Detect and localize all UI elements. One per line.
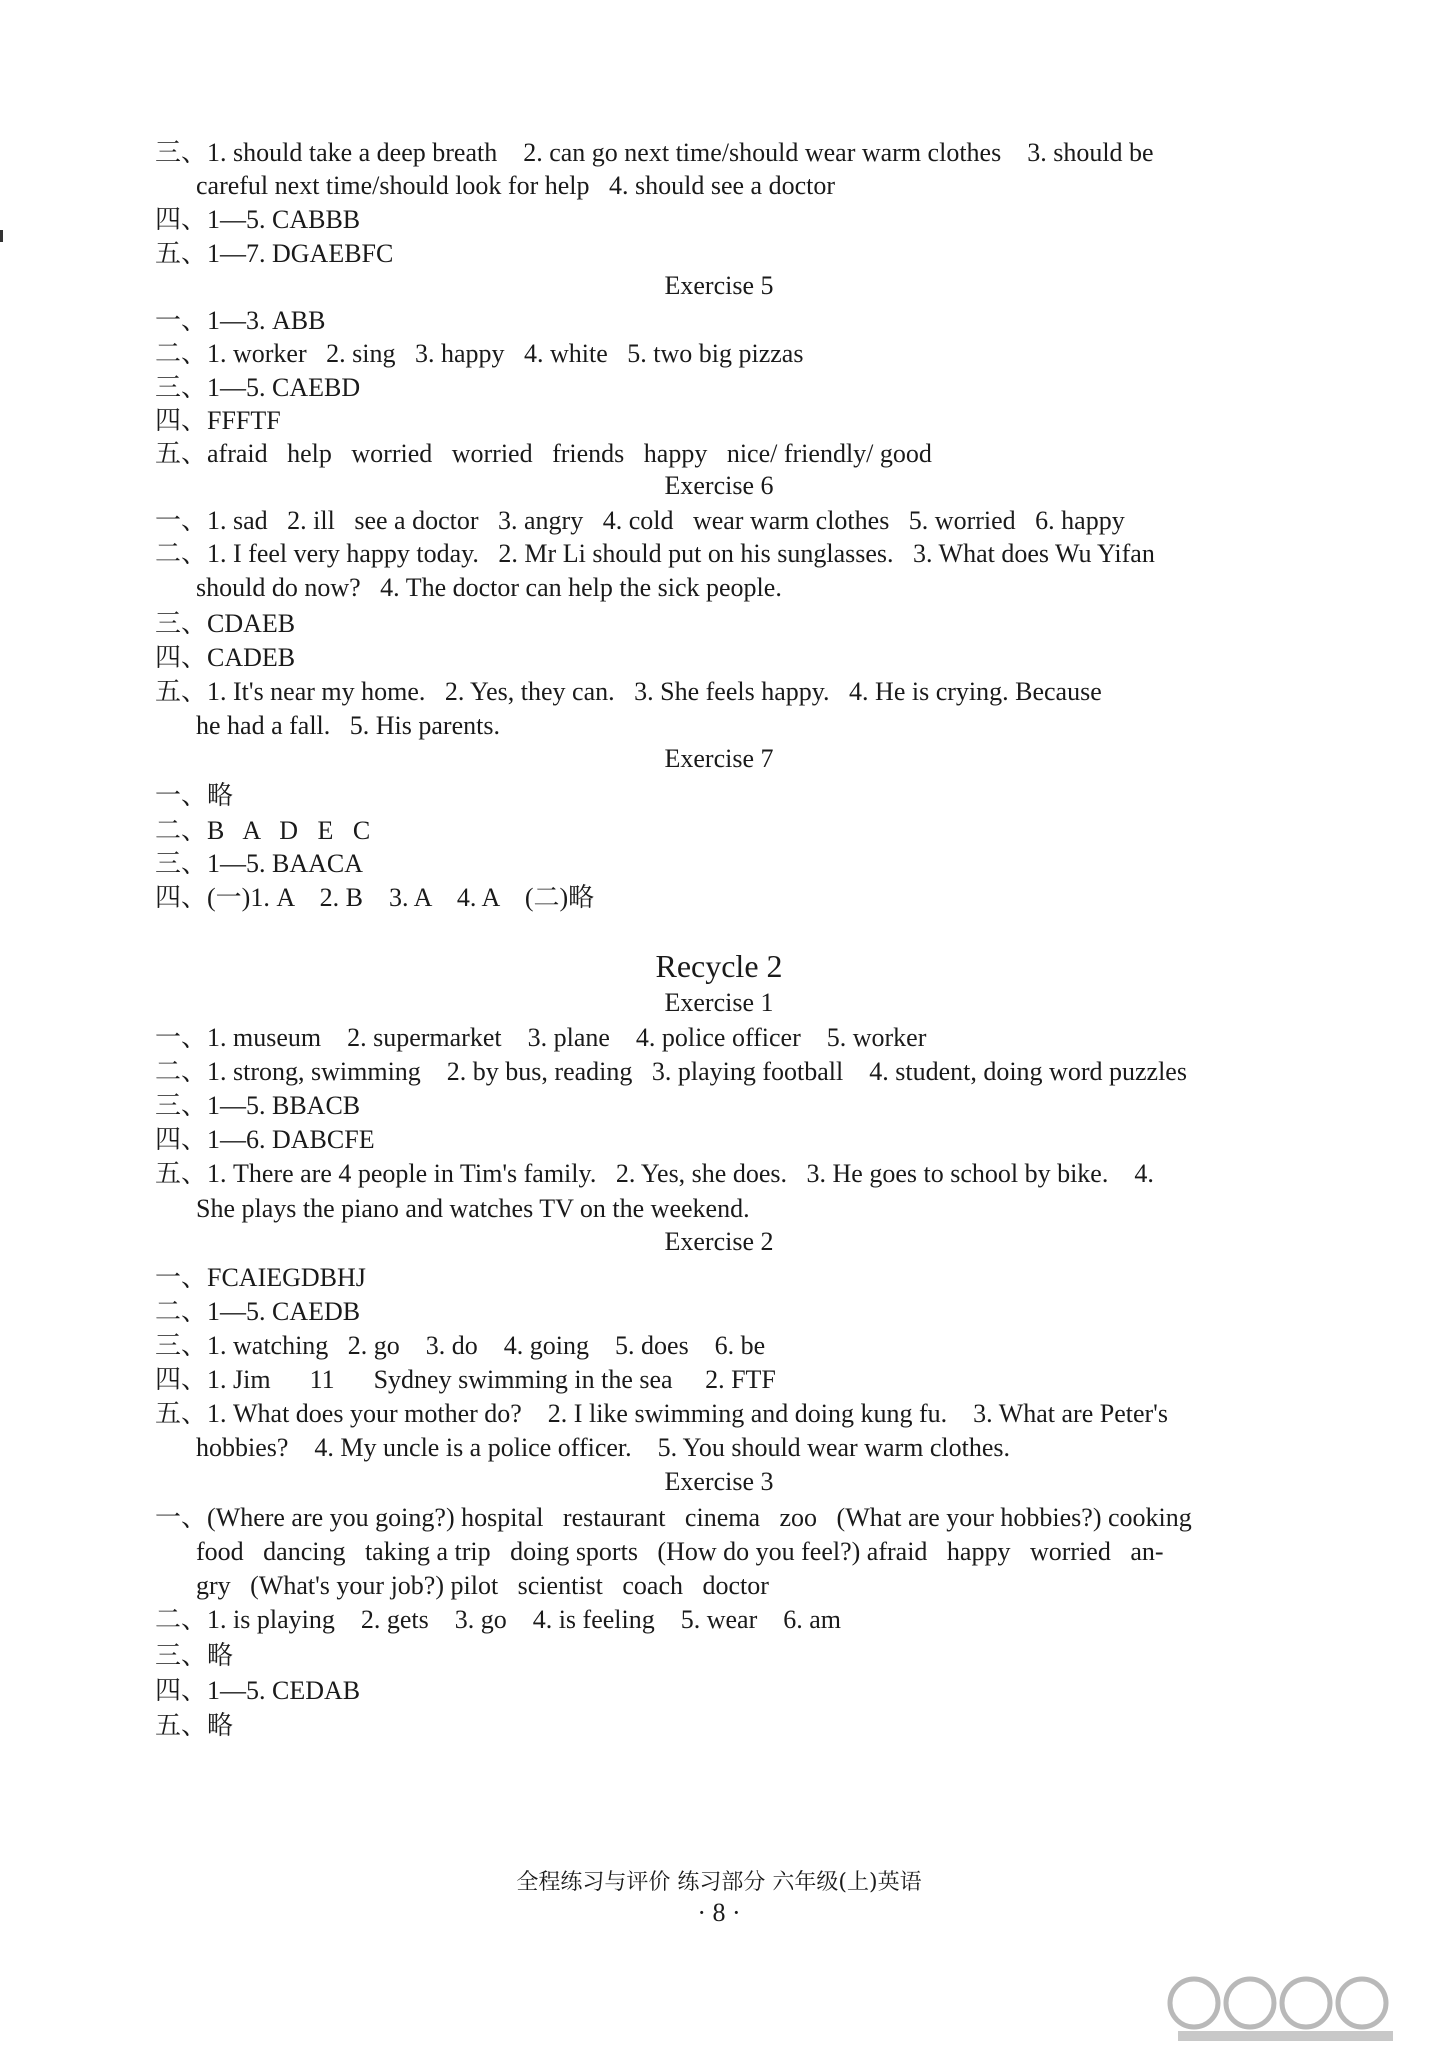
page-footer: 全程练习与评价 练习部分 六年级(上)英语 <box>516 1870 922 1895</box>
text-line: should do now? 4. The doctor can help the sick people. <box>196 573 782 602</box>
exercise-heading: Exercise 7 <box>664 744 774 773</box>
text-line: 四、1—5. CEDAB <box>155 1676 361 1705</box>
text-line: he had a fall. 5. His parents. <box>196 711 500 740</box>
text-line: 一、(Where are you going?) hospital restaurant cinema zoo (What are your hobbies?) cooking <box>155 1503 1192 1532</box>
text-line: 二、1—5. CAEDB <box>155 1297 361 1326</box>
text-line: 二、1. worker 2. sing 3. happy 4. white 5. two big pizzas <box>155 339 804 368</box>
text-line: 四、1. Jim 11 Sydney swimming in the sea 2. FTF <box>155 1365 776 1394</box>
text-line: hobbies? 4. My uncle is a police officer. 5. You should wear warm clothes. <box>196 1433 1011 1462</box>
watermark-logo <box>1158 1973 1408 2043</box>
text-line: 二、1. strong, swimming 2. by bus, reading 3. playing football 4. student, doing word puzzles <box>155 1057 1187 1086</box>
text-line: 一、FCAIEGDBHJ <box>155 1263 366 1292</box>
page-number: · 8 · <box>697 1898 741 1927</box>
text-line: 一、1—3. ABB <box>155 306 326 335</box>
text-line: 二、1. I feel very happy today. 2. Mr Li should put on his sunglasses. 3. What does Wu Yifan <box>155 539 1155 568</box>
text-line: 三、1. watching 2. go 3. do 4. going 5. does 6. be <box>155 1331 766 1360</box>
exercise-heading: Exercise 5 <box>664 271 774 300</box>
text-line: 一、1. sad 2. ill see a doctor 3. angry 4. cold wear warm clothes 5. worried 6. happy <box>155 506 1125 535</box>
text-line: 四、CADEB <box>155 643 296 672</box>
text-line: 三、1. should take a deep breath 2. can go next time/should wear warm clothes 3. should be <box>155 138 1154 167</box>
text-line: She plays the piano and watches TV on the weekend. <box>196 1194 750 1223</box>
text-line: 四、FFFTF <box>155 406 281 435</box>
text-line: 五、afraid help worried worried friends happy nice/ friendly/ good <box>155 439 932 468</box>
exercise-heading: Exercise 3 <box>664 1467 774 1496</box>
text-line: 三、1—5. BAACA <box>155 849 364 878</box>
exercise-heading: Exercise 6 <box>664 471 774 500</box>
text-line: 五、略 <box>155 1711 234 1740</box>
text-line: 二、1. is playing 2. gets 3. go 4. is feeling 5. wear 6. am <box>155 1605 842 1634</box>
exercise-heading: Exercise 1 <box>664 988 774 1017</box>
edge-mark <box>0 230 3 242</box>
text-line: 二、B A D E C <box>155 816 371 845</box>
section-title: Recycle 2 <box>655 948 783 984</box>
text-line: 五、1—7. DGAEBFC <box>155 239 394 268</box>
text-line: 五、1. What does your mother do? 2. I like swimming and doing kung fu. 3. What are Peter's <box>155 1399 1168 1428</box>
text-line: careful next time/should look for help 4. should see a doctor <box>196 171 836 200</box>
text-line: 三、CDAEB <box>155 609 296 638</box>
text-line: 五、1. There are 4 people in Tim's family. 2. Yes, she does. 3. He goes to school by bike. 4. <box>155 1159 1154 1188</box>
exercise-heading: Exercise 2 <box>664 1227 774 1256</box>
text-line: 四、1—6. DABCFE <box>155 1125 375 1154</box>
text-line: 四、(一)1. A 2. B 3. A 4. A (二)略 <box>155 883 595 912</box>
text-line: 一、略 <box>155 781 234 810</box>
watermark-logo-icon <box>1158 1973 1408 2043</box>
text-line: 四、1—5. CABBB <box>155 205 361 234</box>
text-line: food dancing taking a trip doing sports (How do you feel?) afraid happy worried an- <box>196 1537 1164 1566</box>
text-line: gry (What's your job?) pilot scientist coach doctor <box>196 1571 769 1600</box>
text-line: 五、1. It's near my home. 2. Yes, they can. 3. She feels happy. 4. He is crying. Because <box>155 677 1102 706</box>
text-line: 三、略 <box>155 1641 234 1670</box>
text-line: 三、1—5. BBACB <box>155 1091 361 1120</box>
text-line: 一、1. museum 2. supermarket 3. plane 4. police officer 5. worker <box>155 1023 927 1052</box>
text-line: 三、1—5. CAEBD <box>155 373 361 402</box>
